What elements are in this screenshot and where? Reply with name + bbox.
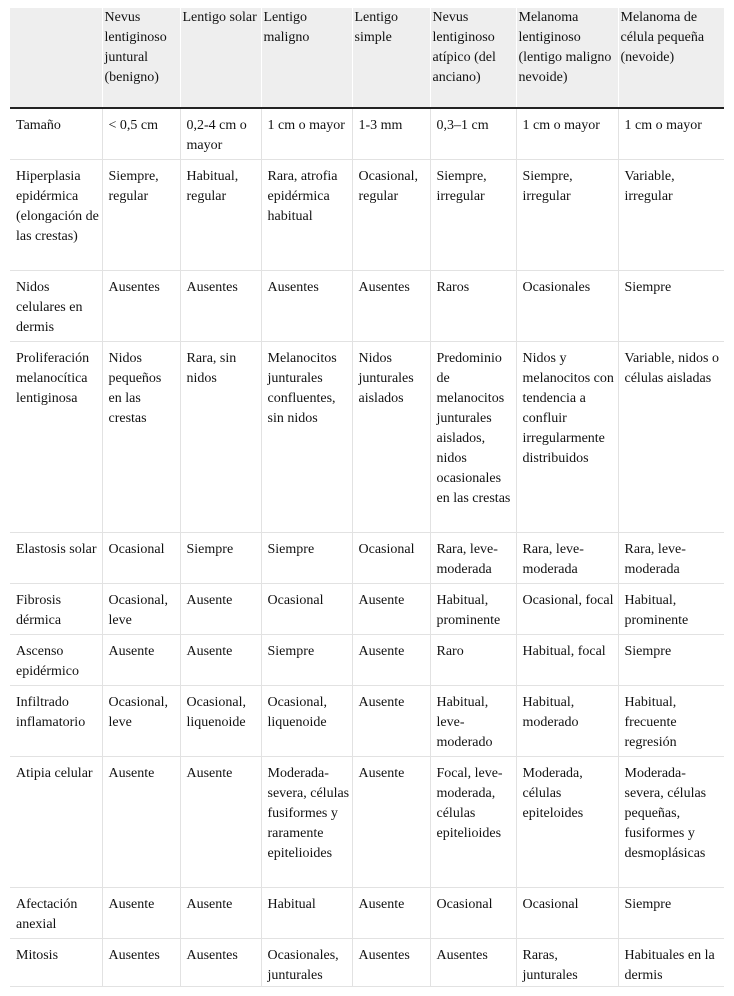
table-row — [10, 270, 724, 341]
table-cell: Raros — [430, 270, 516, 341]
row-label: Proliferación melanocítica lentiginosa — [10, 341, 102, 532]
table-cell: Habitual, prominente — [618, 583, 724, 634]
table-row — [10, 159, 724, 270]
table-cell: Ocasional — [430, 887, 516, 938]
table-cell: < 0,5 cm — [102, 108, 180, 159]
table-cell: Ausente — [180, 887, 261, 938]
header-row — [10, 8, 724, 108]
table-cell: Ocasional, leve — [102, 583, 180, 634]
table-cell: Rara, leve-moderada — [430, 532, 516, 583]
table-cell: Ausente — [352, 887, 430, 938]
table-cell: Ocasional, liquenoide — [180, 685, 261, 756]
row-label: Infiltrado inflamatorio — [10, 685, 102, 756]
table-cell: Raras, junturales — [516, 938, 618, 986]
table-cell: Ocasional — [516, 887, 618, 938]
table-cell: 1 cm o mayor — [516, 108, 618, 159]
table-row — [10, 634, 724, 685]
table-cell: Ausente — [352, 583, 430, 634]
table-cell: Moderada-severa, células fusiformes y raramente epitelioides — [261, 756, 352, 887]
table-cell: Rara, leve-moderada — [516, 532, 618, 583]
comparison-table — [10, 8, 724, 987]
table-row — [10, 341, 724, 532]
table-cell: Ausente — [352, 756, 430, 887]
table-cell: Focal, leve-moderada, células epitelioides — [430, 756, 516, 887]
table-body — [10, 108, 724, 986]
table-cell: Siempre, irregular — [516, 159, 618, 270]
table-cell: Siempre — [261, 532, 352, 583]
comparison-table-container — [10, 8, 724, 987]
header-cell: Lentigo simple — [352, 8, 430, 108]
row-label: Elastosis solar — [10, 532, 102, 583]
row-label: Ascenso epidérmico — [10, 634, 102, 685]
table-cell: Ausente — [102, 887, 180, 938]
table-cell: Ocasional — [261, 583, 352, 634]
table-cell: Ocasional, regular — [352, 159, 430, 270]
table-cell: Ausente — [352, 685, 430, 756]
table-cell: Habitual, regular — [180, 159, 261, 270]
table-row — [10, 887, 724, 938]
header-cell: Melanoma de célula pequeña (nevoide) — [618, 8, 724, 108]
table-cell: Melanocitos junturales confluentes, sin nidos — [261, 341, 352, 532]
header-cell: Lentigo solar — [180, 8, 261, 108]
row-label: Nidos celulares en dermis — [10, 270, 102, 341]
table-cell: Ausentes — [102, 938, 180, 986]
table-cell: Predominio de melanocitos junturales aislados, nidos ocasionales en las crestas — [430, 341, 516, 532]
table-cell: Siempre — [618, 634, 724, 685]
table-cell: Moderada-severa, células pequeñas, fusiformes y desmoplásicas — [618, 756, 724, 887]
header-cell: Nevus lentiginoso atípico (del anciano) — [430, 8, 516, 108]
table-cell: Habituales en la dermis — [618, 938, 724, 986]
table-row — [10, 532, 724, 583]
header-cell: Nevus lentiginoso juntural (benigno) — [102, 8, 180, 108]
table-cell: Ausente — [180, 756, 261, 887]
table-cell: Siempre — [261, 634, 352, 685]
table-cell: Variable, nidos o células aisladas — [618, 341, 724, 532]
table-cell: Siempre — [618, 887, 724, 938]
table-cell: Siempre — [180, 532, 261, 583]
table-cell: Ausente — [102, 756, 180, 887]
table-cell: 1 cm o mayor — [618, 108, 724, 159]
table-cell: Variable, irregular — [618, 159, 724, 270]
header-cell-empty — [10, 8, 102, 108]
table-cell: 1-3 mm — [352, 108, 430, 159]
table-cell: Habitual, frecuente regresión — [618, 685, 724, 756]
table-cell: Moderada, células epiteloides — [516, 756, 618, 887]
table-cell: Ausentes — [180, 270, 261, 341]
table-header — [10, 8, 724, 108]
table-cell: 0,3–1 cm — [430, 108, 516, 159]
table-cell: Ausente — [180, 583, 261, 634]
table-row — [10, 108, 724, 159]
table-cell: Rara, leve-moderada — [618, 532, 724, 583]
table-cell: Nidos junturales aislados — [352, 341, 430, 532]
table-cell: Siempre — [618, 270, 724, 341]
row-label: Afectación anexial — [10, 887, 102, 938]
table-cell: Ocasional, liquenoide — [261, 685, 352, 756]
table-row — [10, 756, 724, 887]
row-label: Hiperplasia epidérmica (elongación de las crestas) — [10, 159, 102, 270]
table-cell: 1 cm o mayor — [261, 108, 352, 159]
header-cell: Melanoma lentiginoso (lentigo maligno nevoide) — [516, 8, 618, 108]
table-cell: Ocasional, focal — [516, 583, 618, 634]
table-cell: Habitual, focal — [516, 634, 618, 685]
table-cell: Raro — [430, 634, 516, 685]
table-row — [10, 938, 724, 986]
table-cell: Rara, atrofia epidérmica habitual — [261, 159, 352, 270]
table-row — [10, 583, 724, 634]
table-cell: Ocasionales — [516, 270, 618, 341]
table-cell: Habitual — [261, 887, 352, 938]
table-cell: Ocasional, leve — [102, 685, 180, 756]
table-cell: Ausente — [102, 634, 180, 685]
row-label: Atipia celular — [10, 756, 102, 887]
table-cell: Ausente — [352, 634, 430, 685]
table-cell: Nidos y melanocitos con tendencia a confluir irregularmente distribuidos — [516, 341, 618, 532]
table-cell: Habitual, prominente — [430, 583, 516, 634]
table-cell: Habitual, leve-moderado — [430, 685, 516, 756]
table-cell: Ausentes — [352, 938, 430, 986]
table-cell: Ocasional — [102, 532, 180, 583]
table-cell: Siempre, regular — [102, 159, 180, 270]
header-cell: Lentigo maligno — [261, 8, 352, 108]
table-cell: Habitual, moderado — [516, 685, 618, 756]
table-cell: Ausentes — [352, 270, 430, 341]
row-label: Tamaño — [16, 118, 61, 133]
table-cell: Ausente — [180, 634, 261, 685]
row-label: Mitosis — [10, 938, 102, 986]
table-cell: Ausentes — [430, 938, 516, 986]
table-cell: Rara, sin nidos — [180, 341, 261, 532]
table-cell: Nidos pequeños en las crestas — [102, 341, 180, 532]
table-cell: Ocasionales, junturales — [261, 938, 352, 986]
table-cell: Ocasional — [352, 532, 430, 583]
table-cell: Siempre, irregular — [430, 159, 516, 270]
table-cell: Ausentes — [102, 270, 180, 341]
table-row — [10, 685, 724, 756]
table-cell: 0,2-4 cm o mayor — [180, 108, 261, 159]
row-label: Fibrosis dérmica — [10, 583, 102, 634]
table-cell: Ausentes — [261, 270, 352, 341]
table-cell: Ausentes — [180, 938, 261, 986]
